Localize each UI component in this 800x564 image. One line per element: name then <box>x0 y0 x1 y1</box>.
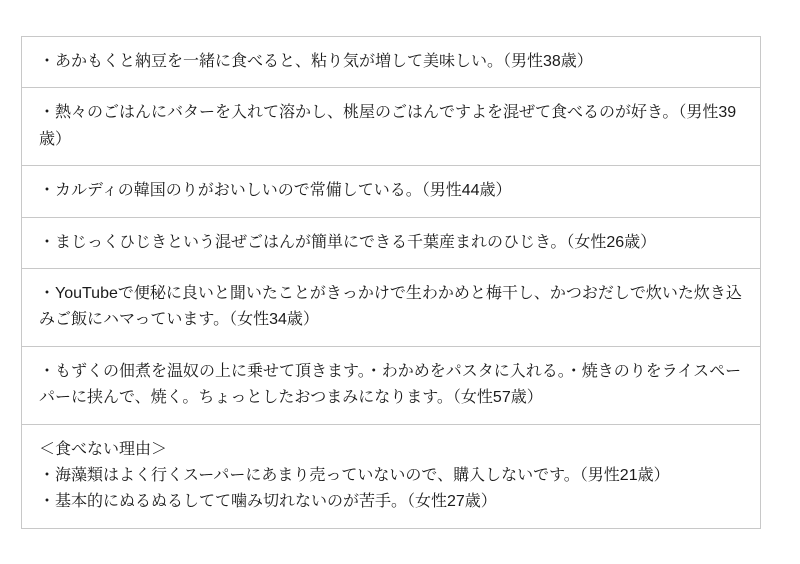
survey-comments-table <box>21 36 761 529</box>
comment-line: ・熱々のごはんにバターを入れて溶かし、桃屋のごはんですよを混ぜて食べるのが好き。（男性39歳） <box>39 104 737 148</box>
comment-cell <box>22 268 761 346</box>
comment-cell <box>22 217 761 268</box>
comment-cell <box>22 166 761 217</box>
comment-line: ＜食べない理由＞ <box>39 440 168 458</box>
comment-cell <box>22 37 761 88</box>
comment-line: ・カルディの韓国のりがおいしいので常備している。（男性44歳） <box>39 182 512 200</box>
comment-line: ・基本的にぬるぬるしてて噛み切れないのが苦手。（女性27歳） <box>39 493 497 511</box>
comment-line: ・まじっくひじきという混ぜごはんが簡単にできる千葉産まれのひじき。（女性26歳） <box>39 233 657 251</box>
comment-line: ・あかもくと納豆を一緒に食べると、粘り気が増して美味しい。（男性38歳） <box>39 53 593 70</box>
table-row <box>22 424 761 528</box>
survey-comments-table-body <box>22 37 761 529</box>
table-row <box>22 217 761 268</box>
survey-comments-table-wrap <box>21 36 761 529</box>
comment-cell <box>22 424 761 528</box>
table-row <box>22 37 761 88</box>
comment-line: ・YouTubeで便秘に良いと聞いたことがきっかけで生わかめと梅干し、かつおだしで炊いた炊き込みご飯にハマっています。（女性34歳） <box>39 284 742 329</box>
comment-cell <box>22 346 761 424</box>
comment-line: ・もずくの佃煮を温奴の上に乗せて頂きます。・わかめをパスタに入れる。・焼きのりをライスペーパーに挟んで、焼く。ちょっとしたおつまみになります。（女性57歳） <box>39 362 742 407</box>
table-row <box>22 166 761 217</box>
table-row <box>22 268 761 346</box>
comment-cell <box>22 88 761 166</box>
table-row <box>22 346 761 424</box>
comment-line: ・海藻類はよく行くスーパーにあまり売っていないので、購入しないです。（男性21歳） <box>39 466 670 484</box>
table-row <box>22 88 761 166</box>
